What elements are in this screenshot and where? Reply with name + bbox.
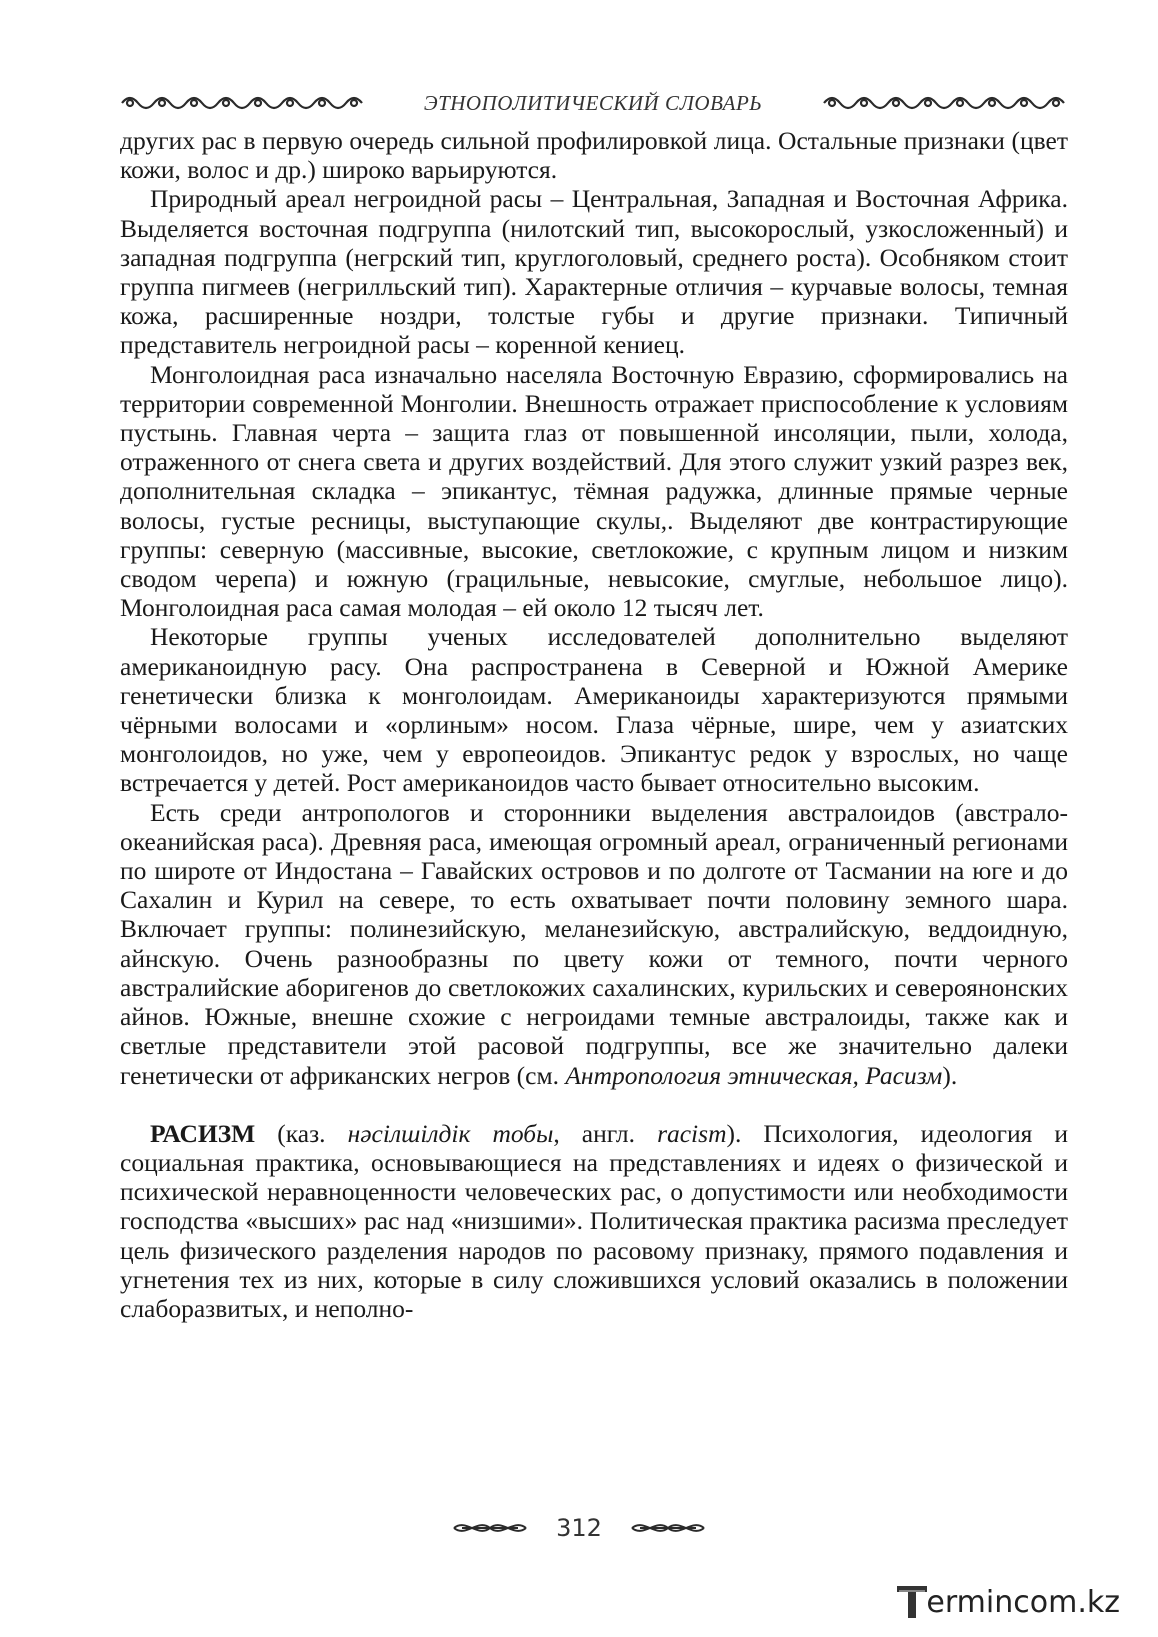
termincom-logo-icon bbox=[894, 1582, 930, 1622]
australoid-end: ). bbox=[942, 1060, 958, 1090]
paragraph-mongoloid: Монголоидная раса изначально населяла Восточную Евразию, сформировались на территории современной Монголии. Внешность отражает приспособление к условиям пустынь. Главная черта – защита глаз от повышенной инсоляции, пыли, холода, отраженного от снега света и других воздействий. Для этого служит узкий разрез век, дополнительная складка – эпикантус, тёмная радужка, длинные прямые черные волосы, густые ресницы, выступающие скулы,. Выделяют две контрастирующие группы: северную (массивные, высокие, светлокожие, с крупным лицом и низким сводом черепа) и южную (грацильные, невысокие, смуглые, небольшое лицо). Монголоидная раса самая молодая – ей около 12 тысяч лет. bbox=[120, 359, 1068, 623]
dictionary-entry-racism bbox=[120, 1119, 1068, 1323]
page-footer bbox=[0, 1508, 1158, 1548]
entry-headword: РАСИЗМ bbox=[150, 1118, 256, 1148]
paragraph-americanoid: Некоторые группы ученых исследователей дополнительно выделяют американоидную расу. Она распространена в Северной и Южной Америке генетически близка к монголоидам. Американоиды характеризуются прямыми чёрными волосами и «орлиным» носом. Глаза чёрные, шире, чем у азиатских монголоидов, но уже, чем у европеоидов. Эпикантус редок у взрослых, но чаще встречается у детей. Рост американоидов часто бывает относительно высоким. bbox=[120, 622, 1068, 798]
paragraph-continuation: других рас в первую очередь сильной профилировкой лица. Остальные признаки (цвет кожи, волос и др.) широко варьируются. bbox=[120, 126, 1068, 185]
running-header-title: ЭТНОПОЛИТИЧЕСКИЙ СЛОВАРЬ bbox=[423, 90, 763, 115]
footer-left-ornament-icon bbox=[452, 1516, 528, 1540]
right-ornament-icon bbox=[820, 92, 1068, 114]
entry-kazakh-term: нәсілшілдік тобы bbox=[347, 1118, 554, 1148]
watermark-text: ermincom.kz bbox=[926, 1584, 1120, 1620]
paragraph-australoid bbox=[120, 798, 1068, 1090]
page-content bbox=[120, 126, 1068, 1323]
australoid-text: Есть среди антропологов и сторонники выделения австралоидов (австрало-океанийская раса). Древняя раса, имеющая огромный ареал, ограниченный регионами по широте от Индостана – Гавайских островов и по долготе от Тасмании на юге и до Сахалин и Курил на севере, то есть охватывает почти половину земного шара. Включает группы: полинезийскую, меланезийскую, австралийскую, веддоидную, айнскую. Очень разнообразны по цвету кожи от темного, почти черного австралийские аборигенов до светлокожих сахалинских, курильских и североянонских айнов. Южные, внешне схожие с негроидами темные австралоиды, также как и светлые представители этой расовой подгруппы, все же значительно далеки генетически от африканских негров (см. bbox=[120, 797, 1068, 1090]
left-ornament-icon bbox=[118, 92, 366, 114]
watermark bbox=[894, 1582, 1120, 1622]
entry-mid: , англ. bbox=[553, 1118, 658, 1148]
running-header bbox=[118, 86, 1068, 120]
cross-reference: Антропология этническая, Расизм bbox=[565, 1060, 943, 1090]
entry-open: (каз. bbox=[255, 1118, 348, 1148]
paragraph-negroid: Природный ареал негроидной расы – Центральная, Западная и Восточная Африка. Выделяется восточная подгруппа (нилотский тип, высокорослый, узкосложенный) и западная подгруппа (негрский тип, круглоголовый, среднего роста). Особняком стоит группа пигмеев (негрилльский тип). Характерные отличия – курчавые волосы, темная кожа, расширенные ноздри, толстые губы и другие признаки. Типичный представитель негроидной расы – коренной кениец. bbox=[120, 184, 1068, 360]
entry-definition: ). Психология, идеология и социальная практика, основывающиеся на представлениях и идеях о физической и психической неравноценности человеческих рас, о допустимости или необходимости господства «высших» рас над «низшими». Политическая практика расизма преследует цель физического разделения народов по расовому признаку, прямого подавления и угнетения тех из них, которые в силу сложившихся условий оказались в положении слаборазвитых, и неполно- bbox=[120, 1118, 1069, 1323]
page-number: 312 bbox=[556, 1514, 602, 1542]
footer-right-ornament-icon bbox=[630, 1516, 706, 1540]
entry-english-term: racism bbox=[657, 1118, 727, 1148]
